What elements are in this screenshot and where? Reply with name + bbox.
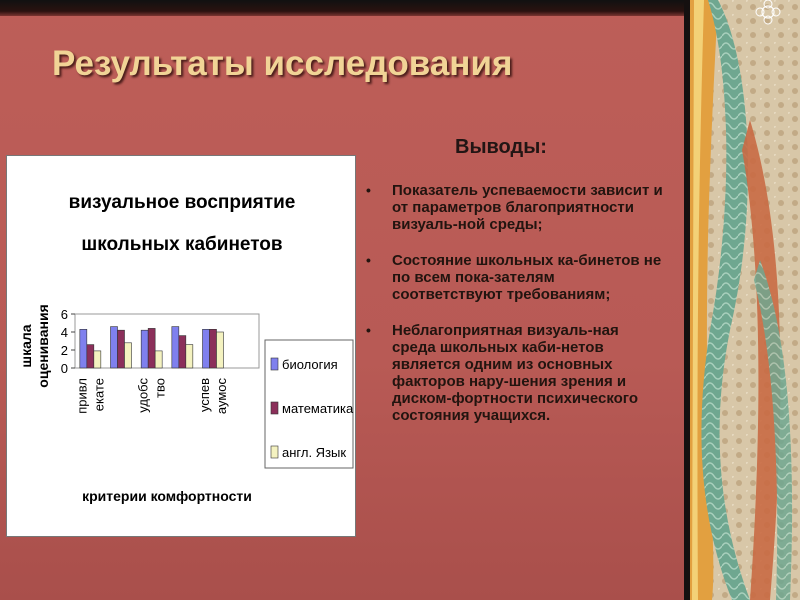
legend-swatch	[271, 358, 278, 370]
bar-биология	[203, 329, 210, 368]
x-tick-label: екате	[91, 378, 107, 412]
bar-биология	[172, 327, 179, 368]
chart-title: школьных кабинетов	[81, 234, 283, 255]
top-dark-band	[0, 0, 690, 16]
bullet-marker: •	[366, 252, 371, 268]
y-axis-label: шкала	[18, 324, 34, 368]
conclusion-item	[366, 322, 666, 424]
bar-англ. Язык	[186, 345, 193, 368]
bar-математика	[87, 345, 94, 368]
x-axis-label: критерии комфортности	[82, 488, 252, 504]
y-tick-label: 4	[60, 325, 68, 340]
legend-label: биология	[282, 357, 338, 372]
bar-англ. Язык	[125, 343, 132, 368]
x-tick-label: аумос	[214, 378, 229, 415]
y-tick-label: 6	[60, 307, 68, 322]
x-tick-label: удобс	[135, 378, 151, 413]
x-tick-label: успев	[197, 378, 212, 413]
y-axis-label: оценивания	[35, 304, 51, 388]
bar-англ. Язык	[94, 351, 101, 368]
bar-биология	[111, 327, 118, 368]
legend-label: англ. Язык	[282, 445, 347, 460]
bar-математика	[118, 330, 125, 368]
bar-математика	[148, 328, 155, 368]
legend-swatch	[271, 402, 278, 414]
y-tick-label: 2	[60, 343, 68, 358]
conclusions-list	[366, 182, 666, 443]
conclusion-item	[366, 252, 666, 303]
bar-англ. Язык	[217, 332, 224, 368]
x-tick-label: привл	[74, 378, 90, 414]
conclusion-text: Показатель успеваемости зависит и от параметров благоприятности визуаль-ной среды;	[392, 182, 663, 233]
bar-биология	[141, 330, 148, 368]
legend-label: математика	[282, 401, 354, 416]
conclusion-text: Состояние школьных ка-бинетов не по всем пока-зателям соответствуют требованиям;	[392, 252, 662, 303]
x-tick-label: тво	[152, 378, 168, 398]
conclusions-heading: Выводы:	[455, 136, 547, 158]
chart-container	[6, 155, 356, 537]
bullet-marker: •	[366, 182, 371, 198]
y-tick-label: 0	[60, 361, 68, 376]
plot-area	[75, 314, 259, 368]
conclusion-item	[366, 182, 666, 233]
conclusion-text: Неблагоприятная визуаль-ная среда школьных каби-нетов является одним из основных факторов нару-шения зрения и диском-фортности психического состояния учащихся.	[392, 322, 639, 424]
bar-математика	[210, 329, 217, 368]
chart-title: визуальное восприятие	[68, 192, 296, 213]
bar-chart	[7, 156, 355, 536]
decorative-pattern-panel	[690, 0, 800, 600]
bar-англ. Язык	[155, 351, 162, 368]
bullet-marker: •	[366, 322, 371, 338]
bar-математика	[179, 336, 186, 368]
bar-биология	[80, 329, 87, 368]
legend-swatch	[271, 446, 278, 458]
slide-title: Результаты исследования	[52, 44, 513, 83]
